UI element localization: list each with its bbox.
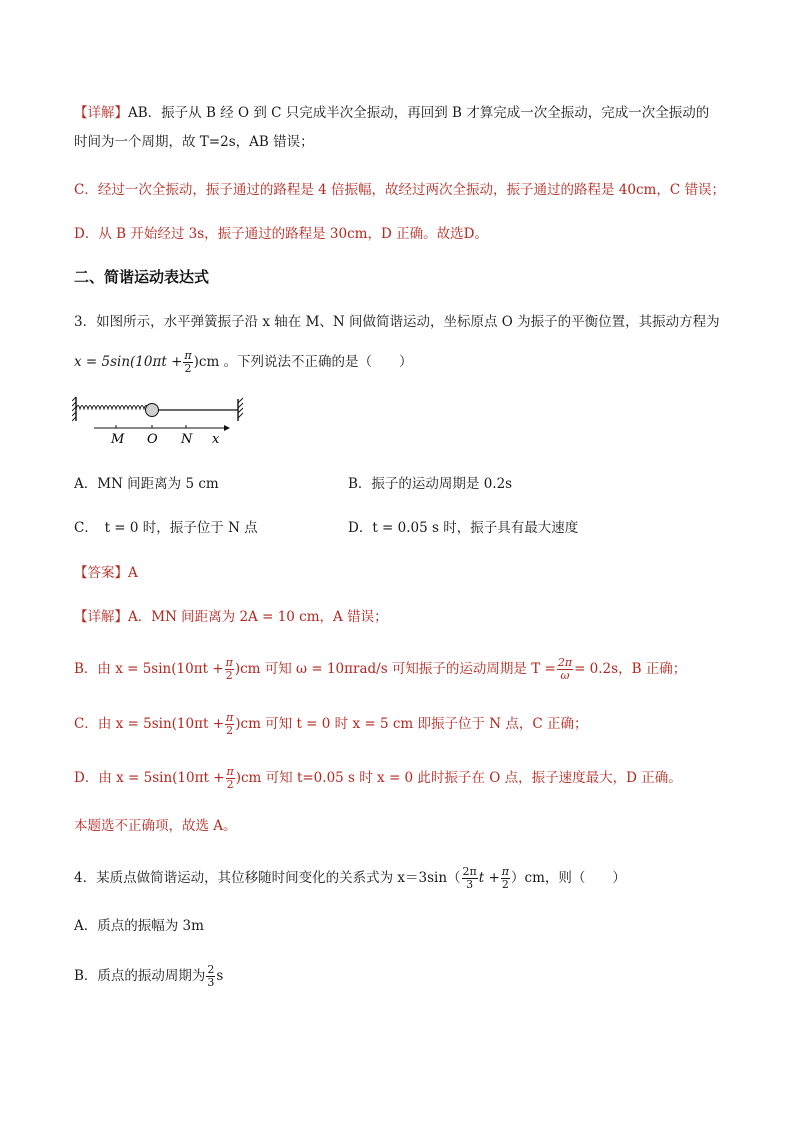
label-M: M [111, 432, 125, 447]
explanation-line-3: C．经过一次全振动，振子通过的路程是 4 倍振幅，故经过两次全振动，振子通过的路程是 40cm，C 错误； [74, 182, 725, 198]
q3-stem: 3．如图所示，水平弹簧振子沿 x 轴在 M、N 间做简谐运动，坐标原点 O 为振子的平衡位置，其振动方程为 [74, 314, 720, 330]
explanation-line-2: 时间为一个周期，故 T=2s，AB 错误； [74, 134, 314, 150]
q3-explanation-c: C．由 x = 5sin(10πt + $\frac{\pi}{2}$ )cm 可知 t = 0 时 x = 5 cm 即振子位于 N 点，C 正确； [74, 711, 588, 737]
q4-option-a: A．质点的振幅为 3m [74, 918, 204, 934]
q3-option-b: B．振子的运动周期是 0.2s [348, 476, 513, 492]
label-N: N [181, 432, 193, 447]
spring [76, 406, 148, 410]
q3-explanation-a: 【详解】A．MN 间距离为 2A = 10 cm，A 错误； [74, 609, 388, 625]
q3-option-d: D．t = 0.05 s 时，振子具有最大速度 [348, 520, 579, 536]
q3-conclusion: 本题选不正确项，故选 A。 [74, 818, 237, 834]
q4-option-b: B．质点的振动周期为 $\frac{2}{3}$ s [74, 963, 224, 989]
q3-explanation-d: D．由 x = 5sin(10πt + $\frac{\pi}{2}$ )cm 可知 t=0.05 s 时 x = 0 此时振子在 O 点，振子速度最大，D 正确。 [74, 765, 682, 791]
oscillator-ball [146, 404, 159, 417]
q4-stem: 4．某质点做简谐运动，其位移随时间变化的关系式为 x＝3sin（ $\frac{2\pi}{3}$ t + $\frac{\pi}{2}$ ）cm，则（ ） [74, 865, 626, 891]
q3-equation: x = 5sin(10πt + $\frac{\pi}{2}$ )cm 。下列说法不正确的是（ ） [74, 349, 413, 375]
q3-eq-fraction: $\frac{\pi}{2}$ [184, 349, 192, 375]
explanation-line-4: D．从 B 开始经过 3s，振子通过的路程是 30cm，D 正确。故选D。 [74, 226, 488, 242]
q3-option-c: C． t = 0 时，振子位于 N 点 [74, 520, 258, 536]
q3-answer: 【答案】A [74, 565, 138, 581]
label-x: x [212, 432, 220, 447]
q3-explanation-b: B．由 x = 5sin(10πt + $\frac{\pi}{2}$ )cm 可知 ω = 10πrad/s 可知振子的运动周期是 T = $\frac{2\pi}{\omega}$ = 0.2s，B 正确； [74, 656, 687, 682]
explanation-line-1 [74, 103, 709, 123]
q3-option-a: A．MN 间距离为 5 cm [74, 476, 219, 492]
explanation-tag: 【详解】 [74, 105, 128, 121]
section-heading: 二、简谐运动表达式 [74, 268, 210, 286]
label-O: O [147, 432, 158, 447]
spring-oscillator-figure [72, 395, 252, 447]
explanation-text: AB．振子从 B 经 O 到 C 只完成半次全振动，再回到 B 才算完成一次全振动，完成一次全振动的 [128, 105, 710, 121]
